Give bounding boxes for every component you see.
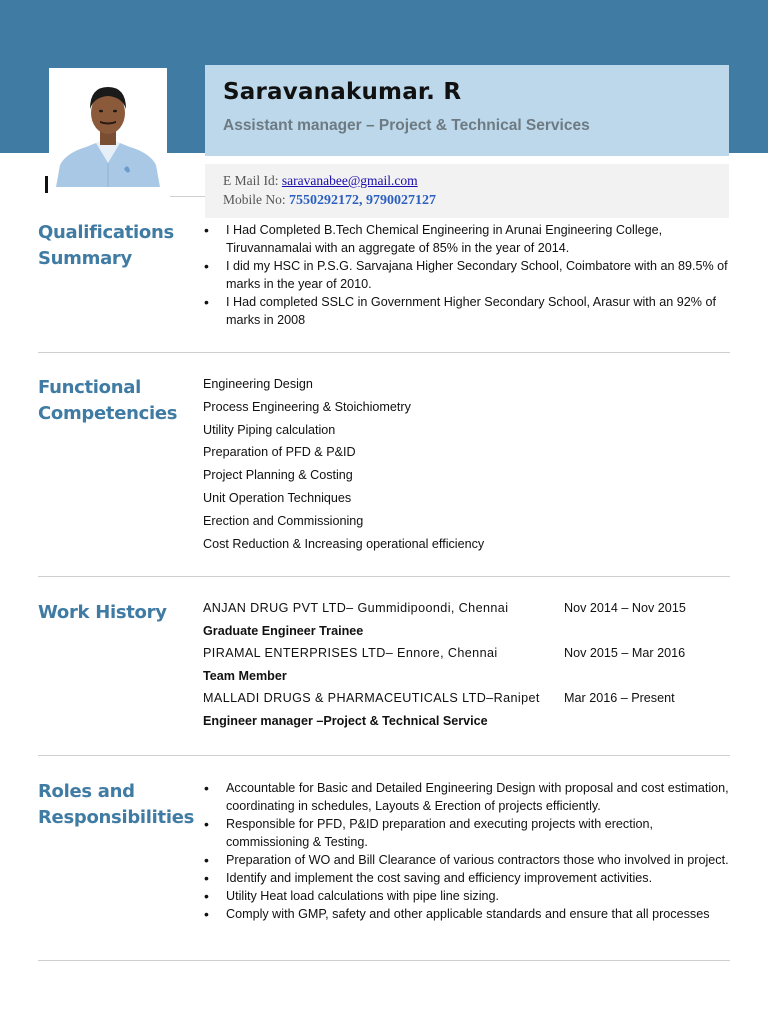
email-label: E Mail Id: <box>223 173 282 188</box>
job-company: MALLADI DRUGS & PHARMACEUTICALS LTD–Ranipet <box>203 691 540 706</box>
email-row <box>223 173 418 189</box>
list-item: • Responsible for PFD, P&ID preparation and executing projects with erection, commissioning & Testing. <box>203 815 731 851</box>
job-dates: Mar 2016 – Present <box>564 691 675 706</box>
profile-photo <box>49 68 167 190</box>
qualifications-content <box>203 221 731 329</box>
list-item: • Preparation of WO and Bill Clearance of various contractors those who involved in project. <box>203 851 731 869</box>
job-dates: Nov 2014 – Nov 2015 <box>564 601 686 615</box>
work-history-content <box>203 597 731 733</box>
list-item: Erection and Commissioning <box>203 513 364 528</box>
divider <box>38 576 730 577</box>
job-row <box>203 597 731 620</box>
section-title-work-history: Work History <box>38 602 167 623</box>
mobile-row <box>223 192 436 209</box>
divider <box>38 352 730 353</box>
list-item: Utility Piping calculation <box>203 422 336 437</box>
roles-list <box>203 779 731 923</box>
email-link[interactable]: saravanabee@gmail.com <box>281 173 418 188</box>
text-cursor-mark <box>45 176 48 193</box>
list-item: Project Planning & Costing <box>203 468 353 483</box>
job-role: Team Member <box>203 668 287 683</box>
divider <box>38 960 730 961</box>
divider <box>170 196 205 197</box>
mobile-numbers: 7550292172, 9790027127 <box>289 193 436 208</box>
list-item: • I Had Completed B.Tech Chemical Engineering in Arunai Engineering College, Tiruvannamalai with an aggregate of 85% in the year of 2014. <box>203 221 731 257</box>
list-item: • I Had completed SSLC in Government Higher Secondary School, Arasur with an 92% of marks in 2008 <box>203 293 731 329</box>
list-item: Engineering Design <box>203 377 313 391</box>
candidate-title: Assistant manager – Project & Technical Services <box>223 117 590 134</box>
list-item: Preparation of PFD & P&ID <box>203 445 356 460</box>
list-item: • I did my HSC in P.S.G. Sarvajana Higher Secondary School, Coimbatore with an 89.5% of marks in the year of 2010. <box>203 257 731 293</box>
mobile-label: Mobile No: <box>223 192 289 207</box>
candidate-name: Saravanakumar. R <box>223 79 462 105</box>
list-item: • Identify and implement the cost saving and efficiency improvement activities. <box>203 869 731 887</box>
job-role: Graduate Engineer Trainee <box>203 623 364 638</box>
list-item: • Comply with GMP, safety and other applicable standards and ensure that all processes <box>203 905 731 923</box>
job-row <box>203 642 731 665</box>
roles-content <box>203 779 731 923</box>
job-company: ANJAN DRUG PVT LTD– Gummidipoondi, Chennai <box>203 601 509 615</box>
job-role: Engineer manager –Project & Technical Service <box>203 713 488 728</box>
job-row <box>203 687 731 710</box>
job-dates: Nov 2015 – Mar 2016 <box>564 646 686 661</box>
divider <box>38 755 730 756</box>
list-item: Unit Operation Techniques <box>203 490 352 505</box>
person-photo-icon <box>52 71 164 187</box>
section-title-roles: Roles and Responsibilities <box>38 781 195 828</box>
list-item: Cost Reduction & Increasing operational efficiency <box>203 536 485 551</box>
job-company: PIRAMAL ENTERPRISES LTD– Ennore, Chennai <box>203 646 498 661</box>
name-banner <box>205 65 729 156</box>
list-item: • Utility Heat load calculations with pipe line sizing. <box>203 887 731 905</box>
section-title-qualifications: Qualifications Summary <box>38 222 174 269</box>
qualifications-list <box>203 221 731 329</box>
competencies-list <box>203 373 731 555</box>
list-item: • Accountable for Basic and Detailed Engineering Design with proposal and cost estimation, coordinating in schedules, Layouts & Erection of projects efficiently. <box>203 779 731 815</box>
list-item: Process Engineering & Stoichiometry <box>203 399 411 414</box>
contact-box <box>205 164 729 218</box>
section-title-competencies: Functional Competencies <box>38 377 178 424</box>
